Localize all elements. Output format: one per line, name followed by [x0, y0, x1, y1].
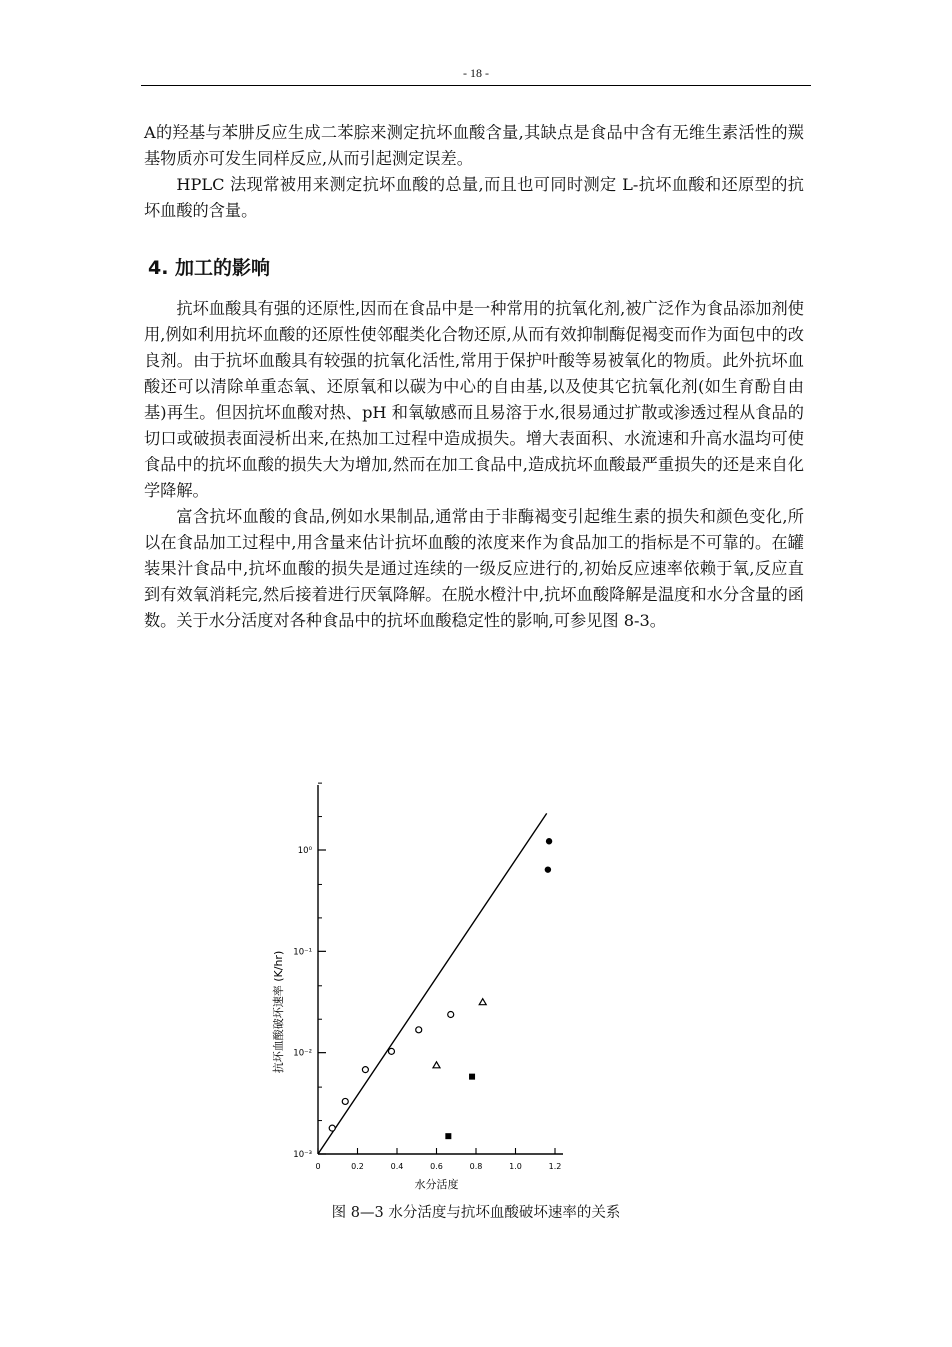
- intro-text: [144, 120, 804, 224]
- data-point-open-circle: [388, 1048, 394, 1054]
- x-axis-label: 水分活度: [414, 1178, 459, 1191]
- data-point-open-triangle: [479, 999, 486, 1005]
- paragraph-3: 抗坏血酸具有强的还原性,因而在食品中是一种常用的抗氧化剂,被广泛作为食品添加剂使用,例如利用抗坏血酸的还原性使邻醌类化合物还原,从而有效抑制酶促褐变而作为面包中的改良剂。由于抗坏血酸具有较强的抗氧化活性,常用于保护叶酸等易被氧化的物质。此外抗坏血酸还可以清除单重态氧、还原氧和以碳为中心的自由基,以及使其它抗氧化剂(如生育酚自由基)再生。但因抗坏血酸对热、pH 和氧敏感而且易溶于水,很易通过扩散或渗透过程从食品的切口或破损表面浸析出来,在热加工过程中造成损失。增大表面积、水流速和升高水温均可使食品中的抗坏血酸的损失大为增加,然而在加工食品中,造成抗坏血酸最严重损失的还是来自化学降解。: [144, 299, 804, 500]
- data-point-open-circle: [342, 1098, 348, 1104]
- data-point-filled-circle: [545, 866, 551, 872]
- y-tick-label: 10⁻²: [293, 1048, 312, 1059]
- x-tick-label: 0.8: [469, 1162, 483, 1171]
- paragraph-2: HPLC 法现常被用来测定抗坏血酸的总量,而且也可同时测定 L-抗坏血酸和还原型的抗坏血酸的含量。: [144, 175, 804, 220]
- x-tick-label: 1.2: [548, 1162, 562, 1171]
- data-point-open-circle: [362, 1067, 368, 1073]
- y-tick-label: 10⁰: [297, 846, 312, 856]
- header-rule: [141, 85, 811, 86]
- x-tick-label: 0: [315, 1162, 321, 1171]
- x-tick-label: 0.2: [351, 1162, 364, 1171]
- data-point-open-circle: [329, 1125, 335, 1131]
- fit-line: [318, 813, 547, 1154]
- figure-8-3: [250, 780, 610, 1210]
- section-title: 4. 加工的影响: [148, 257, 271, 279]
- paragraph-4: 富含抗坏血酸的食品,例如水果制品,通常由于非酶褐变引起维生素的损失和颜色变化,所以在食品加工过程中,用含量来估计抗坏血酸的浓度来作为食品加工的指标是不可靠的。在罐装果汁食品中,抗坏血酸的损失是通过连续的一级反应进行的,初始反应速率依赖于氧,反应直到有效氧消耗完,然后接着进行厌氧降解。在脱水橙汁中,抗坏血酸降解是温度和水分含量的函数。关于水分活度对各种食品中的抗坏血酸稳定性的影响,可参见图 8-3。: [144, 507, 804, 630]
- page-number: - 18 -: [463, 66, 489, 80]
- data-point-filled-square: [469, 1074, 475, 1080]
- y-tick-label: 10⁻¹: [293, 947, 312, 958]
- data-point-open-circle: [448, 1012, 454, 1018]
- figure-caption: 图 8—3 水分活度与抗坏血酸破坏速率的关系: [331, 1205, 621, 1221]
- x-tick-label: 0.6: [430, 1162, 443, 1171]
- y-tick-label: 10⁻³: [293, 1150, 312, 1160]
- body-text: [144, 296, 804, 634]
- x-tick-label: 1.0: [509, 1162, 522, 1171]
- scatter-chart: [250, 780, 610, 1210]
- data-point-open-circle: [416, 1027, 422, 1033]
- x-tick-label: 0.4: [390, 1162, 404, 1171]
- data-point-filled-square: [445, 1133, 451, 1139]
- data-point-filled-circle: [546, 838, 552, 844]
- y-axis-label: 抗坏血酸破坏速率 (K/hr): [272, 950, 285, 1074]
- data-point-open-triangle: [433, 1062, 440, 1068]
- paragraph-1: A的羟基与苯肼反应生成二苯腙来测定抗坏血酸含量,其缺点是食品中含有无维生素活性的羰基物质亦可发生同样反应,从而引起测定误差。: [144, 123, 804, 168]
